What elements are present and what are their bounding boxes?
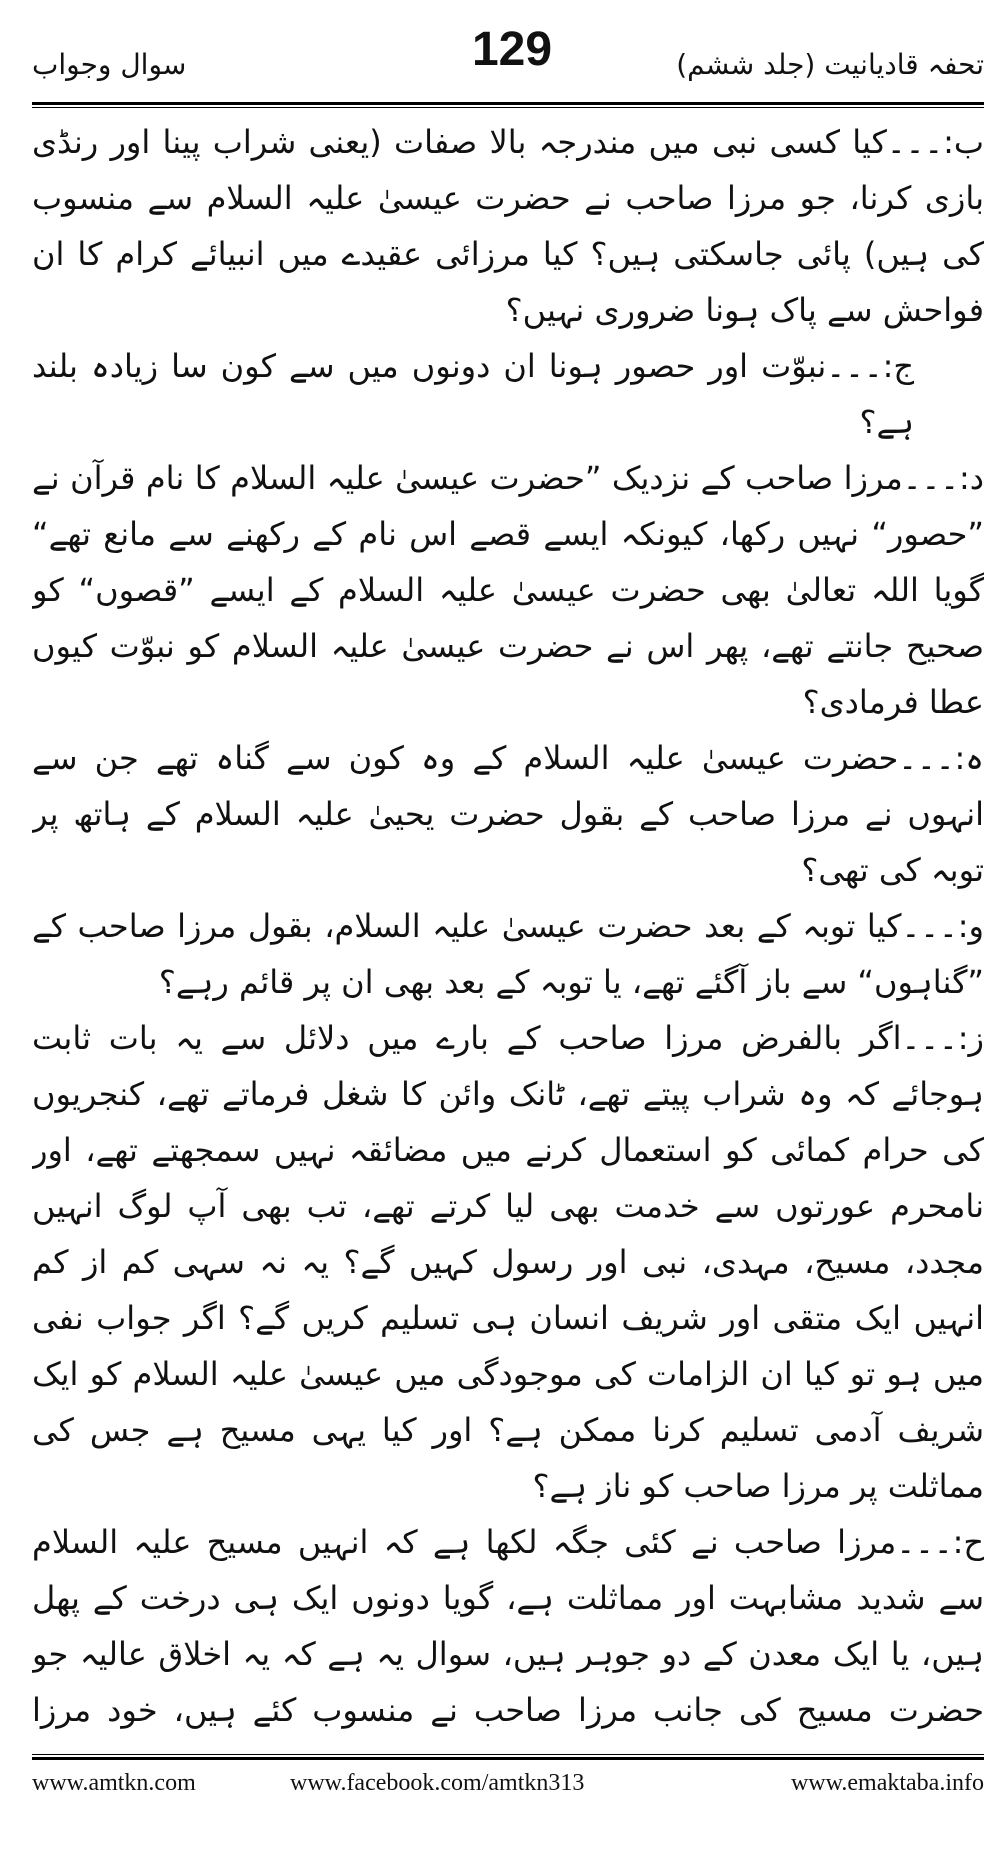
footer-link-emaktaba[interactable]: www.emaktaba.info [790,1770,984,1796]
footer-link-facebook[interactable]: www.facebook.com/amtkn313 [290,1770,585,1796]
paragraph-h: ہ:۔۔۔حضرت عیسیٰ علیہ السلام کے وہ کون سے گناہ تھے جن سے انہوں نے مرزا صاحب کے بقول حضرت یحییٰ علیہ السلام کے ہاتھ پر توبہ کی تھی؟ [32,739,984,889]
book-title: تحفہ قادیانیت (جلد ششم) [676,48,984,81]
paragraph-hh: ح:۔۔۔مرزا صاحب نے کئی جگہ لکھا ہے کہ انہیں مسیح علیہ السلام سے شدید مشابہت اور مماثلت ہے، گویا دونوں ایک ہی درخت کے پھل ہیں، یا ایک معدن کے دو جوہر ہیں، سوال یہ ہے کہ یہ اخلاق عالیہ جو حضرت مسیح کی جانب مرزا صاحب نے منسوب کئے ہیں، خود مرزا [32,1523,984,1729]
footer-divider [32,1754,984,1760]
page-body [32,114,984,1744]
paragraph-j: ج:۔۔۔نبوّت اور حصور ہونا ان دونوں میں سے کون سا زیادہ بلند ہے؟ [32,347,914,441]
page-footer [32,1770,984,1810]
page-header [32,18,984,96]
paragraph-z: ز:۔۔۔اگر بالفرض مرزا صاحب کے بارے میں دلائل سے یہ بات ثابت ہوجائے کہ وہ شراب پیتے تھے، ٹانک وائن کا شغل فرماتے تھے، کنجریوں کی حرام کمائی کو استعمال کرنے میں مضائقہ نہیں سمجھتے تھے، اور نامحرم عورتوں سے خدمت بھی لیا کرتے تھے، تب بھی آپ لوگ انہیں مجدد، مسیح، مہدی، نبی اور رسول کہیں گے؟ یہ نہ سہی کم از کم انہیں ایک متقی اور شریف انسان ہی تسلیم کریں گے؟ اگر جواب نفی میں ہو تو کیا ان الزامات کی موجودگی میں عیسیٰ علیہ السلام کو ایک شریف آدمی تسلیم کرنا ممکن ہے؟ اور کیا یہی مسیح ہے جس کی مماثلت پر مرزا صاحب کو ناز ہے؟ [32,1019,984,1505]
paragraph-w: و:۔۔۔کیا توبہ کے بعد حضرت عیسیٰ علیہ السلام، بقول مرزا صاحب کے ”گناہوں“ سے باز آگئے تھے، یا توبہ کے بعد بھی ان پر قائم رہے؟ [32,907,984,1001]
book-page [32,18,984,1830]
page-number: 129 [471,23,553,76]
section-title: سوال وجواب [32,48,187,81]
footer-link-amtkn[interactable]: www.amtkn.com [32,1770,196,1796]
paragraph-b: ب:۔۔۔کیا کسی نبی میں مندرجہ بالا صفات (یعنی شراب پینا اور رنڈی بازی کرنا، جو مرزا صاحب نے حضرت عیسیٰ علیہ السلام سے منسوب کی ہیں) پائی جاسکتی ہیں؟ کیا مرزائی عقیدے میں انبیائے کرام کا ان فواحش سے پاک ہونا ضروری نہیں؟ [32,123,984,329]
paragraph-d: د:۔۔۔مرزا صاحب کے نزدیک ”حضرت عیسیٰ علیہ السلام کا نام قرآن نے ”حصور“ نہیں رکھا، کیونکہ ایسے قصے اس نام کے رکھنے سے مانع تھے“ گویا اللہ تعالیٰ بھی حضرت عیسیٰ علیہ السلام کے ایسے ”قصوں“ کو صحیح جانتے تھے، پھر اس نے حضرت عیسیٰ علیہ السلام کو نبوّت کیوں عطا فرمادی؟ [32,459,984,721]
header-divider [32,102,984,108]
